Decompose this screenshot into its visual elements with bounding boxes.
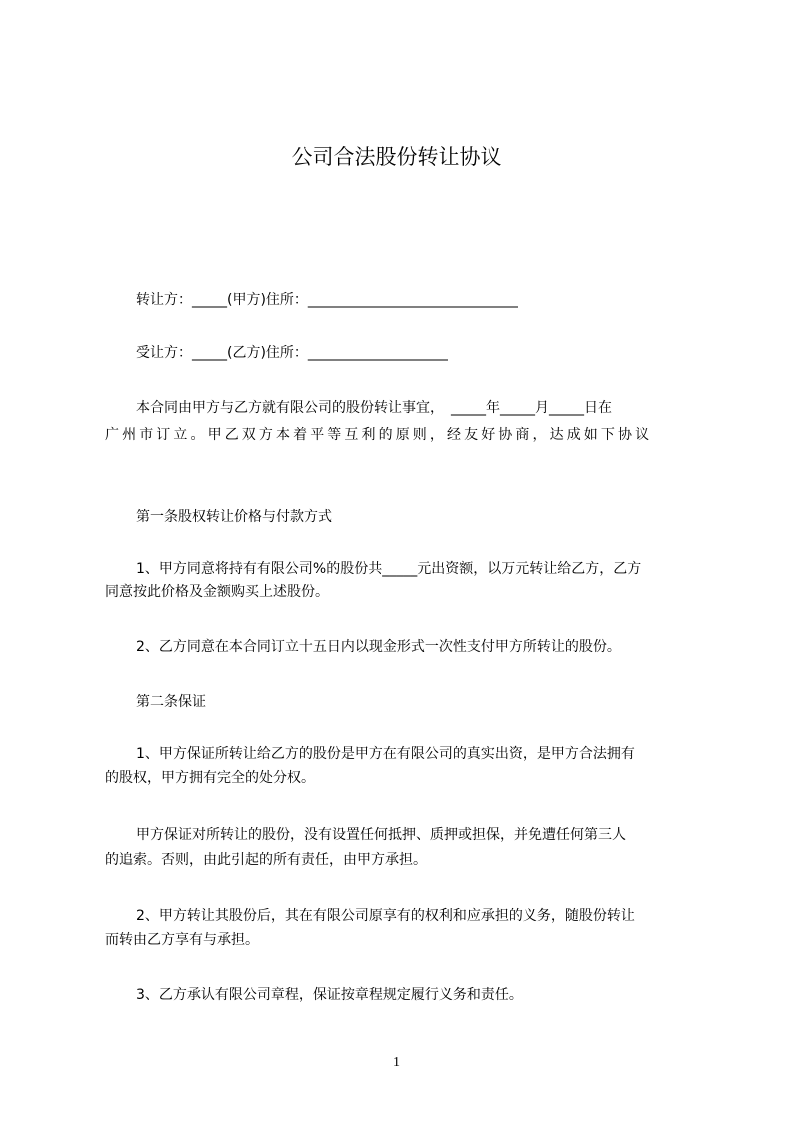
transferee-line: 受让方：_____(乙方)住所：____________________ [136, 345, 448, 361]
article-2-item-3: 3、乙方承认有限公司章程，保证按章程规定履行义务和责任。 [136, 987, 523, 1003]
article-2-paragraph-line-1: 甲方保证对所转让的股份，没有设置任何抵押、质押或担保，并免遭任何第三人 [136, 827, 626, 843]
article-1-item-2: 2、乙方同意在本合同订立十五日内以现金形式一次性支付甲方所转让的股份。 [136, 639, 621, 655]
intro-line-2: 广州市订立。甲乙双方本着平等互利的原则，经友好协商，达成如下协议 [105, 427, 653, 443]
article-2-heading: 第二条保证 [136, 694, 206, 710]
article-2-item-1-line-1: 1、甲方保证所转让给乙方的股份是甲方在有限公司的真实出资，是甲方合法拥有 [136, 746, 635, 762]
article-1-item-1-line-2: 同意按此价格及金额购买上述股份。 [105, 584, 329, 600]
article-1-heading: 第一条股权转让价格与付款方式 [136, 509, 332, 525]
article-2-item-1-line-2: 的股权，甲方拥有完全的处分权。 [105, 770, 315, 786]
article-2-item-2-line-2: 而转由乙方享有与承担。 [105, 932, 259, 948]
article-2-paragraph-line-2: 的追索。否则，由此引起的所有责任，由甲方承担。 [105, 852, 427, 868]
intro-line-1: 本合同由甲方与乙方就有限公司的股份转让事宜， _____年_____月_____日在 [136, 400, 612, 416]
article-2-item-2-line-1: 2、甲方转让其股份后，其在有限公司原享有的权利和应承担的义务，随股份转让 [136, 908, 635, 924]
article-1-item-1-line-1: 1、甲方同意将持有有限公司%的股份共_____元出资额，以万元转让给乙方，乙方 [136, 561, 642, 577]
document-title: 公司合法股份转让协议 [291, 145, 502, 169]
transferor-line: 转让方：_____(甲方)住所：______________________________ [136, 292, 518, 308]
page-number: 1 [393, 1055, 400, 1070]
